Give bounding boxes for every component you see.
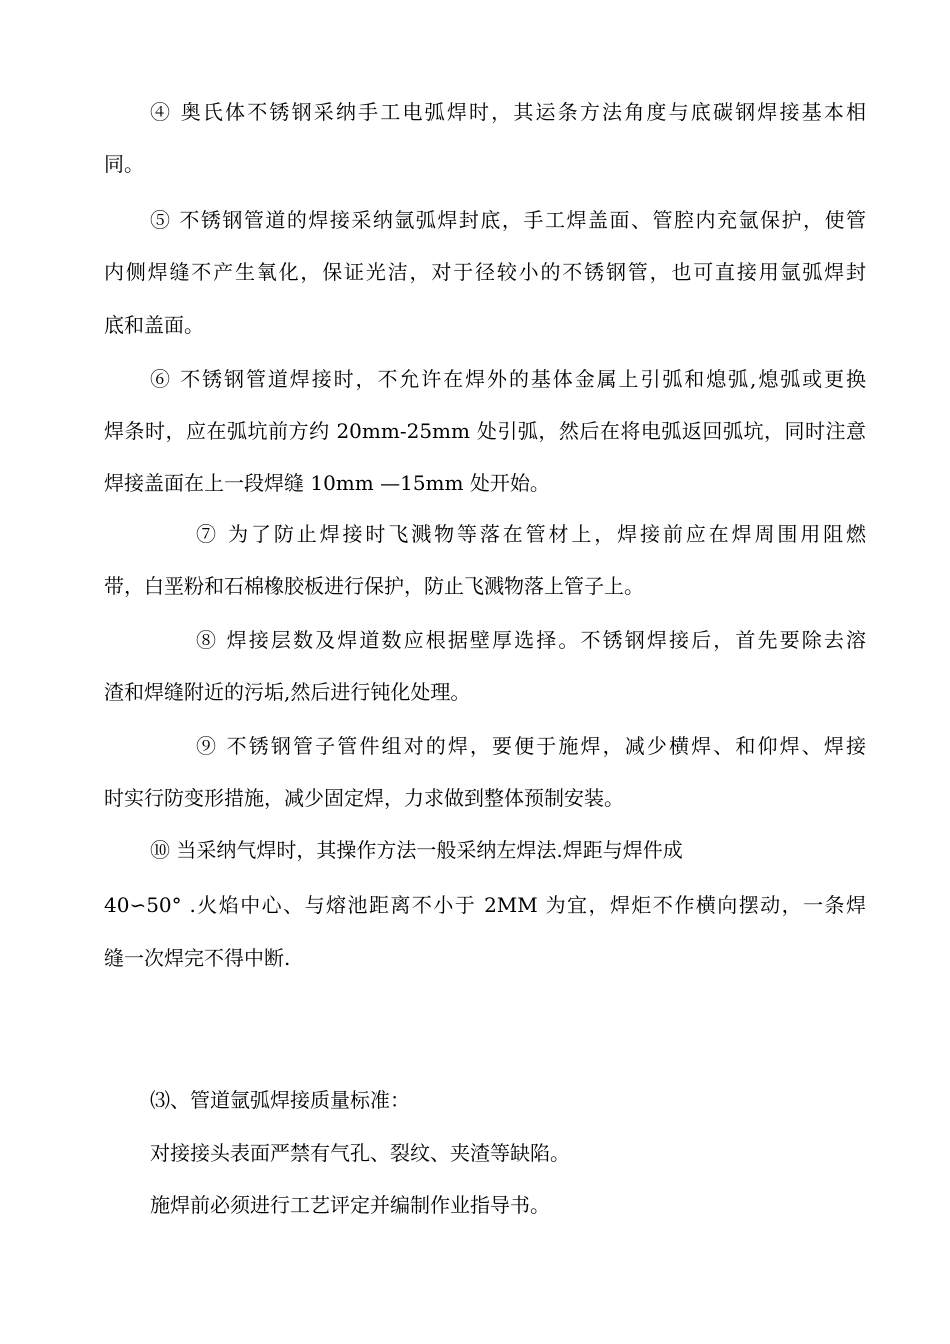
para-8-line-2: 渣和焊缝附近的污垢,然后进行钝化处理。 bbox=[104, 680, 471, 704]
para-4-line-2: 同。 bbox=[104, 152, 144, 176]
section-item-2: 施焊前必须进行工艺评定并编制作业指导书。 bbox=[150, 1193, 550, 1217]
para-6-line-1: ⑥ 不锈钢管道焊接时，不允许在焊外的基体金属上引弧和熄弧,熄弧或更换 bbox=[150, 367, 866, 391]
para-6-line-3: 焊接盖面在上一段焊缝 10mm —15mm 处开始。 bbox=[104, 471, 550, 495]
para-10-line-1: ⑩ 当采纳气焊时，其操作方法一般采纳左焊法.焊距与焊件成 bbox=[150, 838, 683, 862]
para-7-line-2: 带，白垩粉和石棉橡胶板进行保护，防止飞溅物落上管子上。 bbox=[104, 574, 644, 598]
section-item-1: 对接接头表面严禁有气孔、裂纹、夹渣等缺陷。 bbox=[150, 1141, 570, 1165]
para-10-line-2: 40∽50° .火焰中心、与熔池距离不小于 2MM 为宜，焊炬不作横向摆动，一条焊 bbox=[104, 893, 866, 917]
para-9-line-2: 时实行防变形措施，减少固定焊，力求做到整体预制安装。 bbox=[104, 786, 624, 810]
para-8-line-1: ⑧ 焊接层数及焊道数应根据壁厚选择。不锈钢焊接后，首先要除去溶 bbox=[196, 628, 866, 652]
para-7-line-1: ⑦ 为了防止焊接时飞溅物等落在管材上，焊接前应在焊周围用阻燃 bbox=[196, 522, 866, 546]
para-5-line-1: ⑤ 不锈钢管道的焊接采纳氩弧焊封底，手工焊盖面、管腔内充氩保护，使管 bbox=[150, 208, 866, 232]
para-4-line-1: ④ 奥氏体不锈钢采纳手工电弧焊时，其运条方法角度与底碳钢焊接基本相 bbox=[150, 100, 866, 124]
para-5-line-3: 底和盖面。 bbox=[104, 313, 204, 337]
section-heading: ⑶、管道氩弧焊接质量标准： bbox=[150, 1088, 410, 1112]
para-9-line-1: ⑨ 不锈钢管子管件组对的焊，要便于施焊，减少横焊、和仰焊、焊接 bbox=[196, 734, 866, 758]
para-10-line-3: 缝一次焊完不得中断. bbox=[104, 946, 291, 970]
para-5-line-2: 内侧焊缝不产生氧化，保证光洁，对于径较小的不锈钢管，也可直接用氩弧焊封 bbox=[104, 260, 866, 284]
para-6-line-2: 焊条时，应在弧坑前方约 20mm-25mm 处引弧，然后在将电弧返回弧坑，同时注意 bbox=[104, 419, 866, 443]
